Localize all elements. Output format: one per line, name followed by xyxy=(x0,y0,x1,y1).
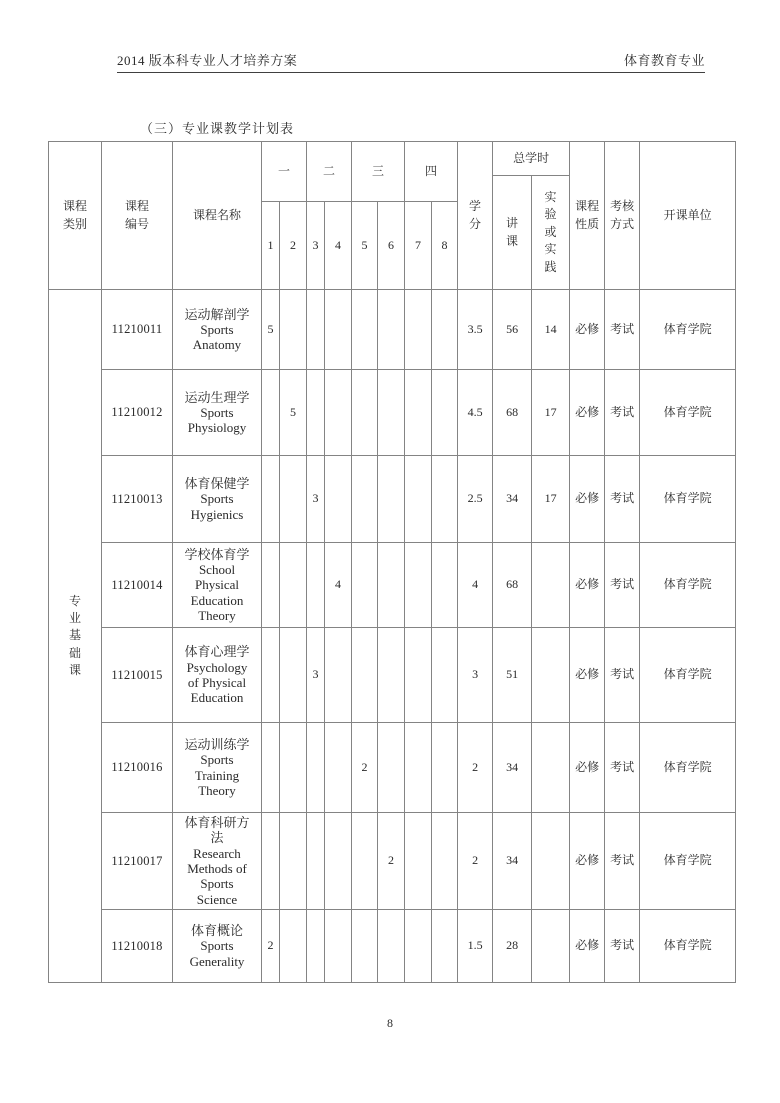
course-id-cell: 11210017 xyxy=(102,813,173,910)
lecture-hours-cell: 28 xyxy=(493,909,532,982)
semester-cell xyxy=(432,909,458,982)
course-id-cell: 11210015 xyxy=(102,628,173,723)
experiment-hours-cell xyxy=(532,909,570,982)
course-name-cell: 体育保健学 Sports Hygienics xyxy=(173,456,262,543)
lecture-hours-cell: 56 xyxy=(493,290,532,370)
credits-cell: 1.5 xyxy=(458,909,493,982)
semester-cell: 3 xyxy=(307,628,325,723)
semester-cell xyxy=(325,290,352,370)
nature-cell: 必修 xyxy=(570,290,605,370)
semester-cell: 5 xyxy=(262,290,280,370)
semester-cell xyxy=(280,456,307,543)
header-semester-4: 4 xyxy=(325,202,352,290)
semester-cell xyxy=(280,723,307,813)
semester-cell xyxy=(378,543,405,628)
course-id-cell: 11210018 xyxy=(102,909,173,982)
course-id-cell: 11210011 xyxy=(102,290,173,370)
semester-cell xyxy=(432,370,458,456)
lecture-hours-cell: 51 xyxy=(493,628,532,723)
semester-cell xyxy=(280,813,307,910)
semester-cell xyxy=(378,290,405,370)
semester-cell: 3 xyxy=(307,456,325,543)
table-row xyxy=(49,909,736,982)
semester-cell xyxy=(378,909,405,982)
semester-cell xyxy=(405,813,432,910)
assessment-cell: 考试 xyxy=(605,456,640,543)
header-semester-8: 8 xyxy=(432,202,458,290)
semester-cell xyxy=(432,628,458,723)
semester-cell xyxy=(325,723,352,813)
table-row xyxy=(49,290,736,370)
course-id-cell: 11210014 xyxy=(102,543,173,628)
experiment-hours-cell xyxy=(532,813,570,910)
semester-cell xyxy=(405,628,432,723)
department-cell: 体育学院 xyxy=(640,909,736,982)
nature-cell: 必修 xyxy=(570,370,605,456)
header-course-name: 课程名称 xyxy=(173,142,262,290)
table-row xyxy=(49,456,736,543)
nature-cell: 必修 xyxy=(570,723,605,813)
credits-cell: 4.5 xyxy=(458,370,493,456)
semester-cell xyxy=(280,628,307,723)
assessment-cell: 考试 xyxy=(605,909,640,982)
semester-cell xyxy=(307,290,325,370)
course-name-cell: 体育科研方法 Research Methods of Sports Science xyxy=(173,813,262,910)
course-name-cell: 运动训练学 Sports Training Theory xyxy=(173,723,262,813)
nature-cell: 必修 xyxy=(570,543,605,628)
semester-cell xyxy=(280,543,307,628)
credits-cell: 2.5 xyxy=(458,456,493,543)
semester-cell xyxy=(352,290,378,370)
department-cell: 体育学院 xyxy=(640,370,736,456)
semester-cell xyxy=(432,813,458,910)
lecture-hours-cell: 68 xyxy=(493,370,532,456)
semester-cell: 5 xyxy=(280,370,307,456)
semester-cell xyxy=(325,370,352,456)
semester-cell xyxy=(405,456,432,543)
assessment-cell: 考试 xyxy=(605,543,640,628)
lecture-hours-cell: 34 xyxy=(493,456,532,543)
experiment-hours-cell xyxy=(532,628,570,723)
header-semester-7: 7 xyxy=(405,202,432,290)
lecture-hours-cell: 34 xyxy=(493,813,532,910)
semester-cell xyxy=(325,456,352,543)
course-name-cell: 学校体育学 School Physical Education Theory xyxy=(173,543,262,628)
department-cell: 体育学院 xyxy=(640,290,736,370)
course-name-cell: 运动解剖学 Sports Anatomy xyxy=(173,290,262,370)
header-semester-6: 6 xyxy=(378,202,405,290)
semester-cell: 2 xyxy=(378,813,405,910)
credits-cell: 2 xyxy=(458,723,493,813)
header-course-id: 课程编号 xyxy=(102,142,173,290)
semester-cell xyxy=(307,909,325,982)
course-name-cell: 运动生理学 Sports Physiology xyxy=(173,370,262,456)
section-title: （三）专业课教学计划表 xyxy=(140,121,295,136)
header-semester-5: 5 xyxy=(352,202,378,290)
assessment-cell: 考试 xyxy=(605,370,640,456)
table-row xyxy=(49,543,736,628)
course-id-cell: 11210013 xyxy=(102,456,173,543)
nature-cell: 必修 xyxy=(570,813,605,910)
category-label: 专业基础课 xyxy=(68,593,81,678)
department-cell: 体育学院 xyxy=(640,628,736,723)
header-course-nature: 课程性质 xyxy=(570,142,605,290)
nature-cell: 必修 xyxy=(570,456,605,543)
semester-cell xyxy=(352,909,378,982)
semester-cell xyxy=(262,628,280,723)
header-left-text: 2014 版本科专业人才培养方案 xyxy=(117,53,298,68)
assessment-cell: 考试 xyxy=(605,290,640,370)
course-name-cell: 体育概论 Sports Generality xyxy=(173,909,262,982)
header-total-hours: 总学时 xyxy=(493,142,570,176)
semester-cell xyxy=(352,543,378,628)
semester-cell xyxy=(352,813,378,910)
header-experiment-hours: 实验或实践 xyxy=(532,176,570,290)
semester-cell xyxy=(432,723,458,813)
header-credits: 学分 xyxy=(458,142,493,290)
semester-cell xyxy=(352,456,378,543)
header-semester-group-4: 四 xyxy=(405,142,458,202)
experiment-hours-cell: 17 xyxy=(532,456,570,543)
credits-cell: 3 xyxy=(458,628,493,723)
semester-cell xyxy=(352,628,378,723)
semester-cell xyxy=(307,723,325,813)
semester-cell xyxy=(262,543,280,628)
header-semester-2: 2 xyxy=(280,202,307,290)
semester-cell xyxy=(432,456,458,543)
semester-cell xyxy=(262,813,280,910)
semester-cell xyxy=(325,628,352,723)
department-cell: 体育学院 xyxy=(640,456,736,543)
header-semester-1: 1 xyxy=(262,202,280,290)
semester-cell xyxy=(405,370,432,456)
semester-cell xyxy=(262,370,280,456)
semester-cell xyxy=(405,543,432,628)
semester-cell: 2 xyxy=(352,723,378,813)
nature-cell: 必修 xyxy=(570,628,605,723)
document-header xyxy=(117,50,705,73)
lecture-hours-cell: 34 xyxy=(493,723,532,813)
semester-cell xyxy=(432,290,458,370)
header-right-text: 体育教育专业 xyxy=(623,53,705,68)
semester-cell xyxy=(352,370,378,456)
header-semester-group-2: 二 xyxy=(307,142,352,202)
experiment-hours-cell: 14 xyxy=(532,290,570,370)
table-row xyxy=(49,628,736,723)
table-row xyxy=(49,370,736,456)
table-row xyxy=(49,813,736,910)
course-plan-table xyxy=(48,141,736,983)
assessment-cell: 考试 xyxy=(605,723,640,813)
department-cell: 体育学院 xyxy=(640,723,736,813)
semester-cell: 2 xyxy=(262,909,280,982)
semester-cell xyxy=(307,813,325,910)
semester-cell xyxy=(405,909,432,982)
table-row xyxy=(49,723,736,813)
page-number: 8 xyxy=(387,1016,393,1030)
semester-cell xyxy=(262,723,280,813)
course-name-cell: 体育心理学 Psychology of Physical Education xyxy=(173,628,262,723)
department-cell: 体育学院 xyxy=(640,813,736,910)
header-lecture-hours: 讲课 xyxy=(493,176,532,290)
semester-cell xyxy=(432,543,458,628)
semester-cell xyxy=(378,456,405,543)
semester-cell xyxy=(378,628,405,723)
semester-cell xyxy=(325,813,352,910)
department-cell: 体育学院 xyxy=(640,543,736,628)
experiment-hours-cell xyxy=(532,723,570,813)
semester-cell xyxy=(378,723,405,813)
credits-cell: 3.5 xyxy=(458,290,493,370)
semester-cell xyxy=(262,456,280,543)
assessment-cell: 考试 xyxy=(605,628,640,723)
header-course-category: 课程类别 xyxy=(49,142,102,290)
semester-cell xyxy=(325,909,352,982)
semester-cell: 4 xyxy=(325,543,352,628)
header-department: 开课单位 xyxy=(640,142,736,290)
header-semester-group-1: 一 xyxy=(262,142,307,202)
course-id-cell: 11210016 xyxy=(102,723,173,813)
semester-cell xyxy=(307,543,325,628)
header-assessment: 考核方式 xyxy=(605,142,640,290)
semester-cell xyxy=(280,909,307,982)
header-semester-3: 3 xyxy=(307,202,325,290)
semester-cell xyxy=(378,370,405,456)
credits-cell: 4 xyxy=(458,543,493,628)
experiment-hours-cell: 17 xyxy=(532,370,570,456)
lecture-hours-cell: 68 xyxy=(493,543,532,628)
category-cell xyxy=(49,290,102,983)
semester-cell xyxy=(280,290,307,370)
semester-cell xyxy=(405,290,432,370)
header-semester-group-3: 三 xyxy=(352,142,405,202)
credits-cell: 2 xyxy=(458,813,493,910)
semester-cell xyxy=(405,723,432,813)
assessment-cell: 考试 xyxy=(605,813,640,910)
course-id-cell: 11210012 xyxy=(102,370,173,456)
semester-cell xyxy=(307,370,325,456)
experiment-hours-cell xyxy=(532,543,570,628)
nature-cell: 必修 xyxy=(570,909,605,982)
